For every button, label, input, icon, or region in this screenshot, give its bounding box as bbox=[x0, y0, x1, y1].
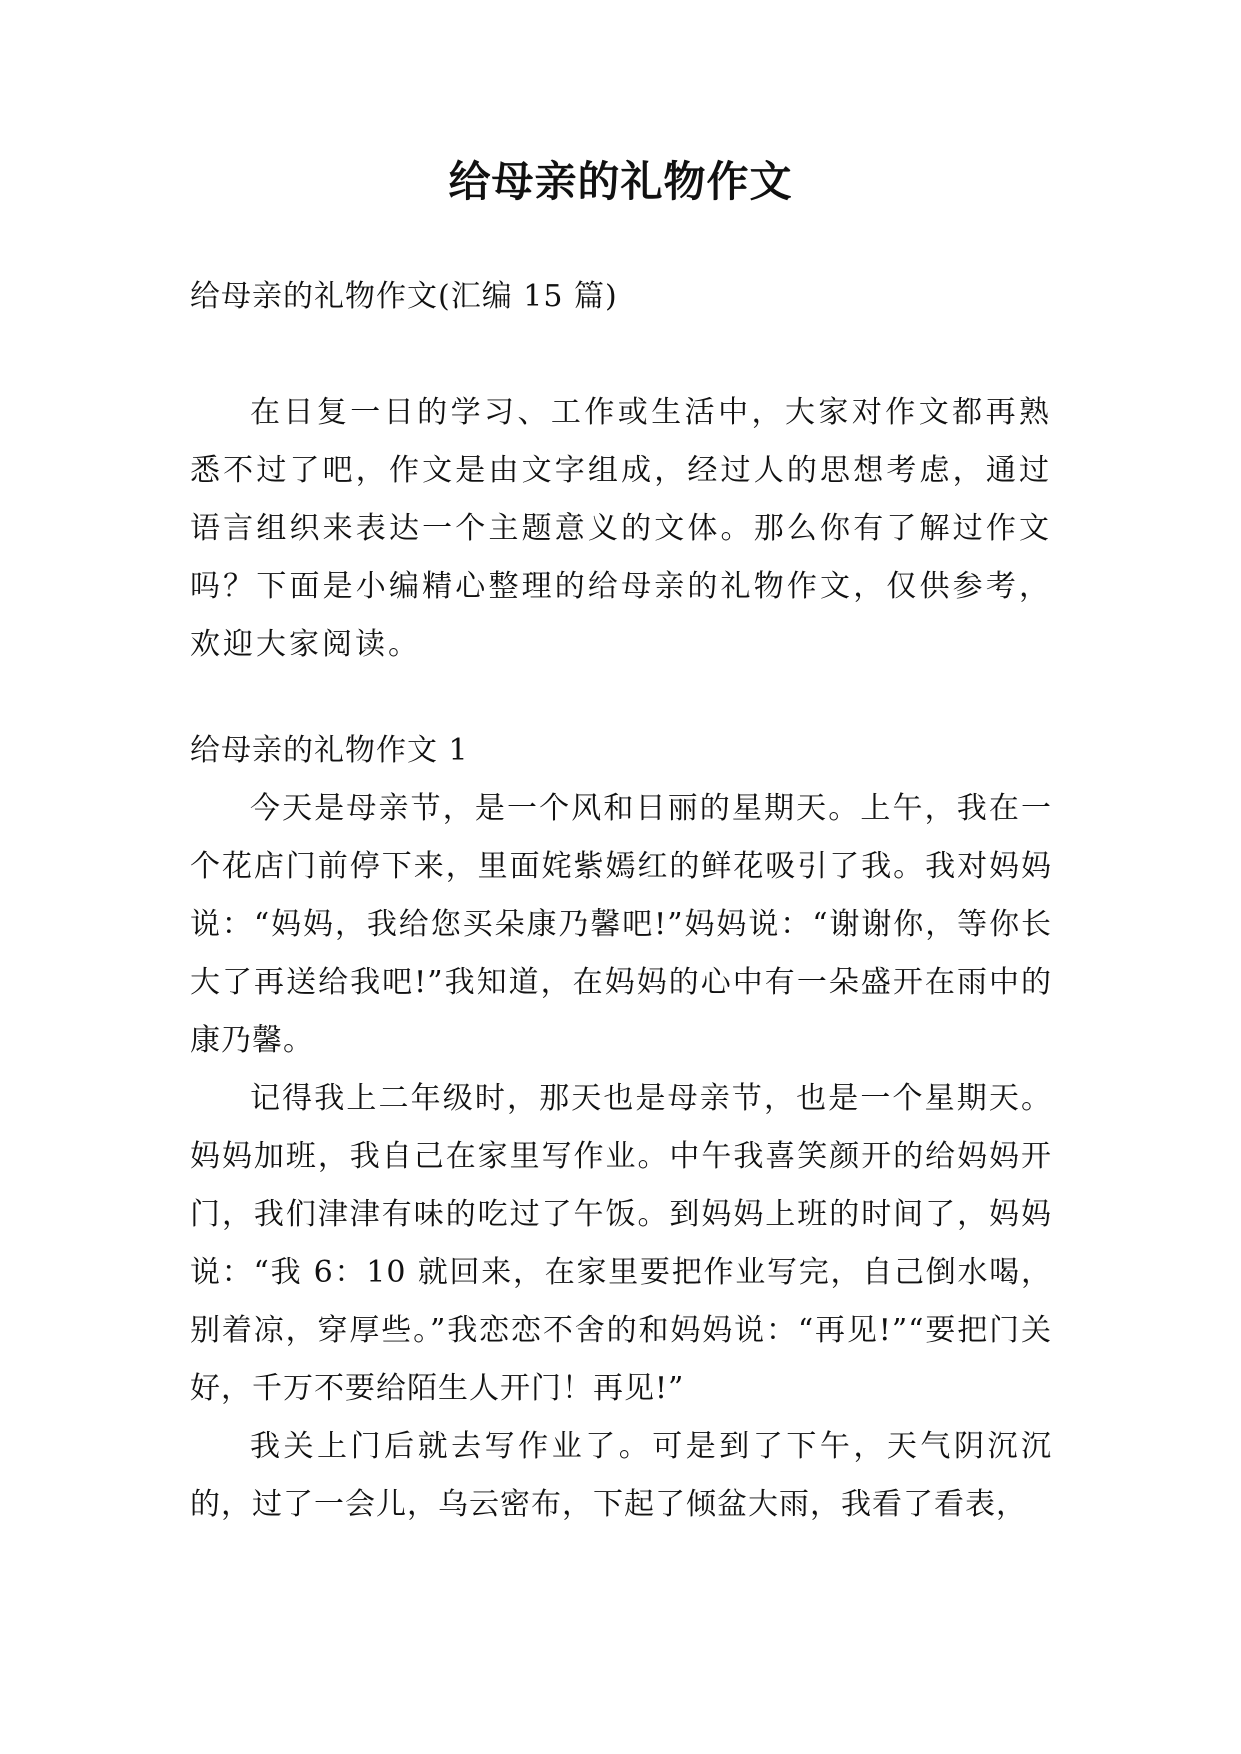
document-subtitle: 给母亲的礼物作文(汇编 15 篇) bbox=[190, 279, 618, 314]
body-paragraph: 今天是母亲节，是一个风和日丽的星期天。上午，我在一个花店门前停下来，里面姹紫嫣红的鲜花吸引了我。我对妈妈说：“妈妈，我给您买朵康乃馨吧!”妈妈说：“谢谢你，等你长大了再送给我吧!”我知道，在妈妈的心中有一朵盛开在雨中的康乃馨。 bbox=[190, 791, 1052, 1058]
section-heading: 给母亲的礼物作文 1 bbox=[190, 733, 469, 768]
spacer bbox=[190, 326, 1052, 384]
intro-paragraph: 在日复一日的学习、工作或生活中，大家对作文都再熟悉不过了吧，作文是由文字组成，经过人的思想考虑，通过语言组织来表达一个主题意义的文体。那么你有了解过作文吗？下面是小编精心整理的给母亲的礼物作文，仅供参考，欢迎大家阅读。 bbox=[190, 395, 1052, 662]
body-paragraph: 记得我上二年级时，那天也是母亲节，也是一个星期天。妈妈加班，我自己在家里写作业。中午我喜笑颜开的给妈妈开门，我们津津有味的吃过了午饭。到妈妈上班的时间了，妈妈说：“我 6：10 就回来，在家里要把作业写完，自己倒水喝，别着凉，穿厚些。”我恋恋不舍的和妈妈说：“再见!”“要把门关好，千万不要给陌生人开门！再见!” bbox=[190, 1081, 1052, 1406]
document-body bbox=[190, 268, 1052, 1534]
document-title: 给母亲的礼物作文 bbox=[448, 157, 793, 206]
spacer bbox=[190, 674, 1052, 722]
body-paragraph: 我关上门后就去写作业了。可是到了下午，天气阴沉沉的，过了一会儿，乌云密布，下起了倾盆大雨，我看了看表， bbox=[190, 1429, 1052, 1522]
